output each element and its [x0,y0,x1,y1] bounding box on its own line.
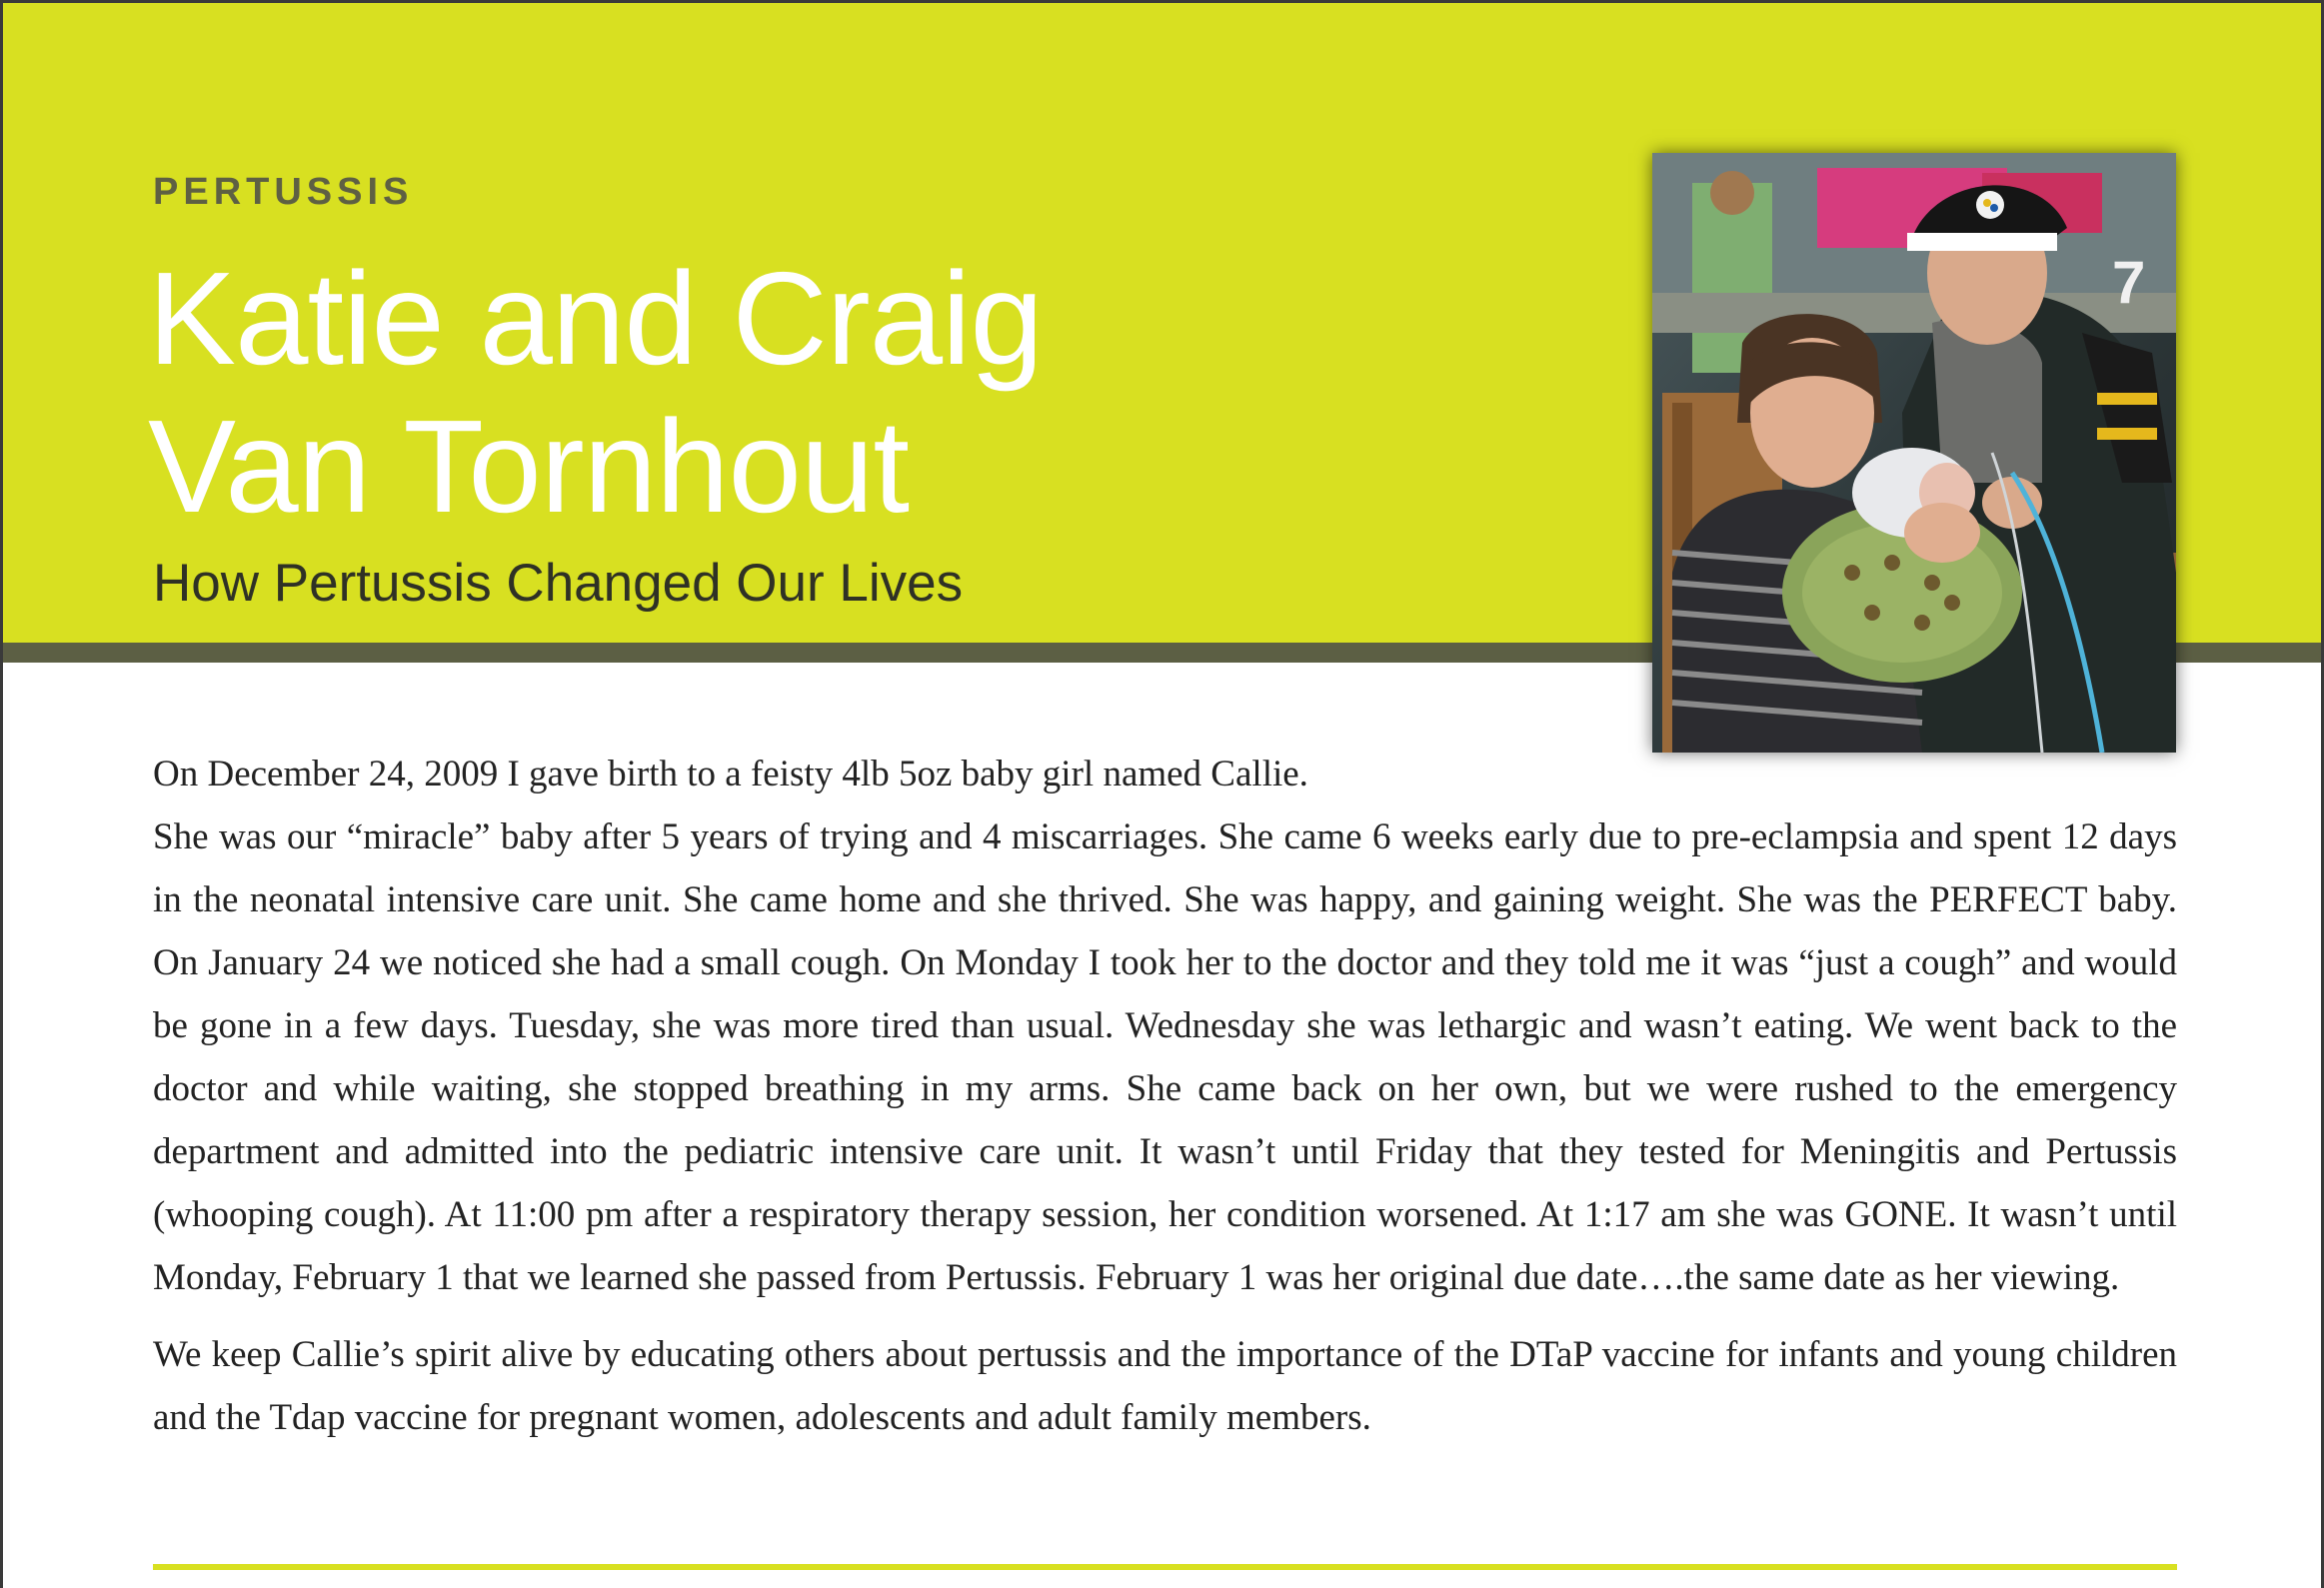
page-title-line-1: Katie and Craig [148,245,1043,392]
family-photo-illustration [1652,153,2176,753]
story-body [153,743,2177,1449]
section-label: PERTUSSIS [153,171,414,213]
family-photo [1652,153,2176,753]
svg-text:7: 7 [2112,249,2146,316]
story-paragraph-1-opening: On December 24, 2009 I gave birth to a feisty 4lb 5oz baby girl named Callie. [153,754,1308,794]
story-paragraph-1: She was our “miracle” baby after 5 years of trying and 4 miscarriages. She came 6 weeks early due to pre-eclampsia and spent 12 days in the neonatal intensive care unit. She came home and she thrived. She was happy, and gaining weight. She was the PERFECT baby. On January 24 we noticed she had a small cough. On Monday I took her to the doctor and they told me it was “just a cough” and would be gone in a few days. Tuesday, she was more tired than usual. Wednesday she was lethargic and wasn’t eating. We went back to the doctor and while waiting, she stopped breathing in my arms. She came back on her own, but we were rushed to the emergency department and admitted into the pediatric intensive care unit. It wasn’t until Friday that they tested for Meningitis and Pertussis (whooping cough). At 11:00 pm after a respiratory therapy session, her condition worsened. At 1:17 am she was GONE. It wasn’t until Monday, February 1 that we learned she passed from Pertussis. February 1 was her original due date….the same date as her viewing. [153,816,2177,1298]
page-title-line-2: Van Tornhout [148,393,910,540]
bottom-divider [153,1564,2177,1570]
page-subtitle: How Pertussis Changed Our Lives [153,554,964,613]
page-title [148,245,1043,541]
story-paragraph-2: We keep Callie’s spirit alive by educating others about pertussis and the importance of the DTaP vaccine for infants and young children and the Tdap vaccine for pregnant women, adolescents and adult family members. [153,1334,2177,1438]
